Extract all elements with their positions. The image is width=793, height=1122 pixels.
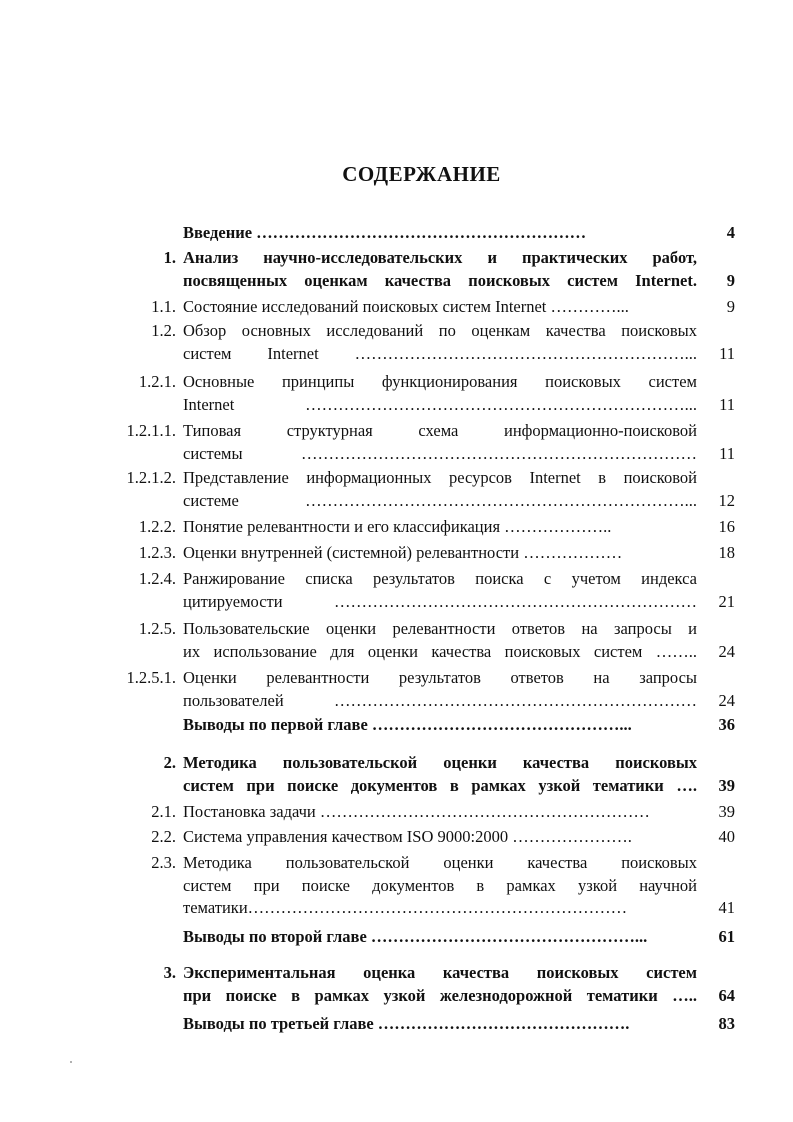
toc-entry-line: Система управления качеством ISO 9000:2000 …………………. xyxy=(183,827,632,846)
toc-entry-line: Ранжирование списка результатов поиска с учетом индекса xyxy=(183,569,697,588)
toc-entry-number: 3. xyxy=(163,963,176,982)
toc-entry-page: 11 xyxy=(719,394,735,414)
toc-entry-page: 64 xyxy=(718,985,735,1005)
toc-entry-line: Оценки внутренней (системной) релевантности ……………… xyxy=(183,543,623,562)
toc-entry-line: Методика пользовательской оценки качества поисковых xyxy=(183,753,697,772)
toc-entry-line: Экспериментальная оценка качества поисковых систем xyxy=(183,963,697,982)
toc-entry-line: Internet ……………………………………………………………... xyxy=(183,394,697,414)
toc-entry-number: 2. xyxy=(163,753,176,772)
toc-entry-page: 11 xyxy=(719,443,735,463)
toc-entry-line: Анализ научно-исследовательских и практических работ, xyxy=(183,248,697,267)
toc-entry-line: Основные принципы функционирования поисковых систем xyxy=(183,372,697,391)
toc-entry-line: систем при поиске документов в рамках узкой научной xyxy=(183,875,697,895)
toc-entry-line: Выводы по второй главе …………………………………………... xyxy=(183,927,648,946)
toc-entry-title xyxy=(183,420,697,465)
toc-entry-title xyxy=(183,714,697,737)
toc-entry-number: 1.2.2. xyxy=(138,517,176,536)
toc-entry-title xyxy=(183,516,697,539)
toc-entry-line: Пользовательские оценки релевантности ответов на запросы и xyxy=(183,619,697,638)
toc-entry-line: систем при поиске документов в рамках узкой тематики …. xyxy=(183,775,697,795)
toc-entry-line: Представление информационных ресурсов Internet в поисковой xyxy=(183,468,697,487)
toc-entry-line: Постановка задачи …………………………………………………… xyxy=(183,802,650,821)
toc-entry-title xyxy=(183,667,697,712)
toc-entry-title xyxy=(183,752,697,797)
toc-entry-line: при поиске в рамках узкой железнодорожной тематики ….. xyxy=(183,985,697,1005)
toc-entry-page: 9 xyxy=(726,270,735,290)
toc-entry-page: 24 xyxy=(718,690,735,710)
toc-entry-line: их использование для оценки качества поисковых систем …….. xyxy=(183,641,697,661)
toc-entry-number: 2.1. xyxy=(151,802,176,821)
toc-entry-page: 11 xyxy=(719,343,735,363)
toc-entry-number: 1.2. xyxy=(151,321,176,340)
toc-entry-number: 1.2.5. xyxy=(138,619,176,638)
toc-entry-page: 12 xyxy=(718,490,735,510)
toc-entry-title xyxy=(183,852,697,920)
toc-entry-title xyxy=(183,222,697,245)
toc-entry-line: тематики…………………………………………………………… xyxy=(183,898,628,917)
toc-entry-line: Выводы по третьей главе ………………………………………. xyxy=(183,1014,630,1033)
toc-entry-page: 24 xyxy=(718,641,735,661)
toc-entry-number: 2.2. xyxy=(151,827,176,846)
toc-entry-line: Введение …………………………………………………… xyxy=(183,223,587,242)
toc-entry-title xyxy=(183,826,697,849)
toc-entry-page: 18 xyxy=(718,543,735,562)
toc-entry-title xyxy=(183,320,697,365)
toc-entry-title xyxy=(183,296,697,319)
toc-entry-line: Типовая структурная схема информационно-поисковой xyxy=(183,421,697,440)
toc-entry-title xyxy=(183,926,697,949)
toc-entry-line: Выводы по первой главе ………………………………………... xyxy=(183,715,632,734)
toc-entry-page: 39 xyxy=(718,802,735,821)
toc-entry-number: 1.2.4. xyxy=(138,569,176,588)
toc-entry-line: цитируемости ………………………………………………………… xyxy=(183,591,697,611)
toc-entry-page: 21 xyxy=(718,591,735,611)
toc-entry-page: 16 xyxy=(718,517,735,536)
toc-entry-page: 9 xyxy=(726,297,735,316)
toc-entry-line: Оценки релевантности результатов ответов на запросы xyxy=(183,668,697,687)
page-title: СОДЕРЖАНИЕ xyxy=(342,162,501,186)
toc-entry-line: пользователей ………………………………………………………… xyxy=(183,690,697,710)
toc-entry-page: 83 xyxy=(718,1014,735,1033)
toc-entry-title xyxy=(183,618,697,663)
toc-entry-number: 2.3. xyxy=(151,853,176,872)
toc-entry-line: Методика пользовательской оценки качества поисковых xyxy=(183,853,697,872)
toc-entry-number: 1.2.1. xyxy=(138,372,176,391)
toc-entry-number: 1.2.3. xyxy=(138,543,176,562)
toc-entry-title xyxy=(183,371,697,416)
toc-entry-page: 36 xyxy=(718,715,735,734)
toc-entry-line: Понятие релевантности и его классификация ……………….. xyxy=(183,517,612,536)
toc-entry-number: 1.2.1.2. xyxy=(126,468,176,487)
toc-entry-number: 1.2.1.1. xyxy=(126,421,176,440)
toc-entry-line: системе ……………………………………………………………... xyxy=(183,490,697,510)
toc-entry-title xyxy=(183,247,697,292)
toc-entry-number: 1.2.5.1. xyxy=(126,668,176,687)
toc-entry-page: 61 xyxy=(718,927,735,946)
toc-entry-line: Состояние исследований поисковых систем Internet …………... xyxy=(183,297,629,316)
toc-entry-page: 41 xyxy=(718,898,735,917)
toc-entry-line: систем Internet ……………………………………………………... xyxy=(183,343,697,363)
toc-entry-title xyxy=(183,542,697,565)
toc-entry-title xyxy=(183,1013,697,1036)
toc-entry-number: 1.1. xyxy=(151,297,176,316)
toc-entry-line: Обзор основных исследований по оценкам качества поисковых xyxy=(183,321,697,340)
scan-speck xyxy=(70,1061,72,1063)
toc-entry-line: посвященных оценкам качества поисковых систем Internet. xyxy=(183,270,697,290)
toc-entry-title xyxy=(183,467,697,512)
toc-entry-page: 40 xyxy=(718,827,735,846)
toc-entry-number: 1. xyxy=(163,248,176,267)
toc-entry-title xyxy=(183,568,697,613)
toc-entry-page: 4 xyxy=(726,223,735,242)
toc-entry-title xyxy=(183,962,697,1007)
toc-entry-page: 39 xyxy=(718,775,735,795)
toc-entry-title xyxy=(183,801,697,824)
toc-entry-line: системы ……………………………………………………………… xyxy=(183,443,697,463)
